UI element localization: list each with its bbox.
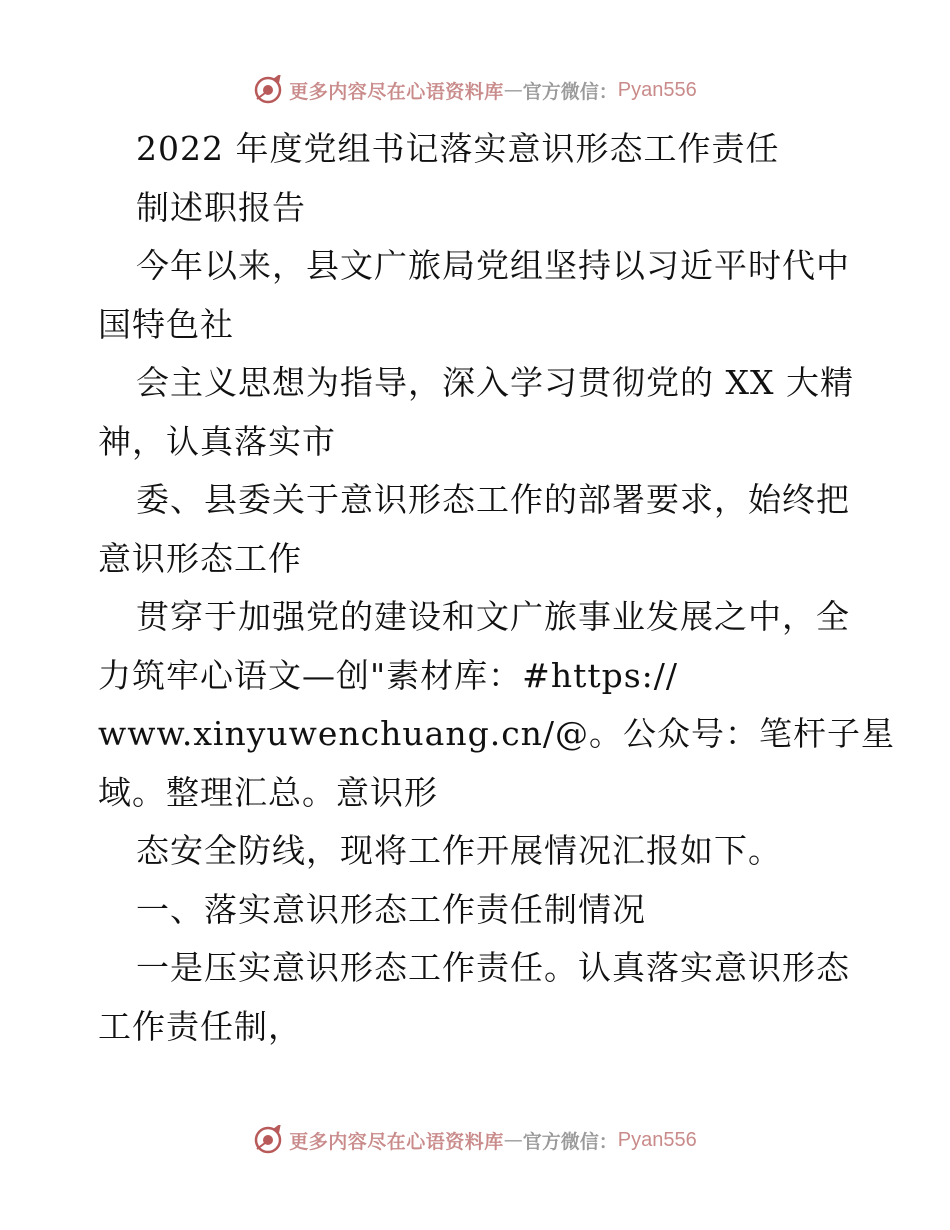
paragraph-line: 会主义思想为指导，深入学习贯彻党的 XX 大精	[136, 363, 854, 402]
section-heading: 一、落实意识形态工作责任制情况	[136, 889, 646, 929]
header-separator: —	[503, 79, 523, 101]
header-wechat-id: Pyan556	[617, 78, 697, 101]
paragraph-line: 意识形态工作	[98, 538, 302, 578]
footer-watermark	[0, 1120, 950, 1160]
pen-circle-logo-icon	[253, 1125, 283, 1155]
paragraph-line: 委、县委关于意识形态工作的部署要求，始终把	[136, 480, 850, 519]
header-official-label: 官方微信：	[522, 80, 618, 103]
paragraph-line: 力筑牢心语文—创"素材库：#https://	[98, 655, 679, 695]
document-body	[98, 120, 896, 1056]
paragraph-line: 国特色社	[98, 304, 234, 344]
footer-official-label: 官方微信：	[522, 1130, 618, 1153]
header-watermark	[0, 70, 950, 110]
pen-circle-logo-icon	[253, 75, 283, 105]
title-line-2: 制述职报告	[136, 187, 306, 227]
paragraph-line: 域。整理汇总。意识形	[98, 772, 438, 812]
footer-wechat-id: Pyan556	[617, 1128, 697, 1151]
paragraph-line: www.xinyuwenchuang.cn/@。公众号：笔杆子星	[98, 714, 896, 753]
paragraph-line: 态安全防线，现将工作开展情况汇报如下。	[136, 831, 782, 870]
paragraph-line: 贯穿于加强党的建设和文广旅事业发展之中，全	[136, 597, 850, 636]
title-line-1: 2022 年度党组书记落实意识形态工作责任	[136, 129, 780, 168]
paragraph-line: 工作责任制，	[98, 1006, 302, 1046]
footer-separator: —	[503, 1129, 523, 1151]
paragraph-line: 一是压实意识形态工作责任。认真落实意识形态	[136, 948, 850, 987]
paragraph-line: 今年以来，县文广旅局党组坚持以习近平时代中	[136, 246, 850, 285]
footer-brand-text: 更多内容尽在心语资料库	[289, 1130, 504, 1153]
header-brand-text: 更多内容尽在心语资料库	[289, 80, 504, 103]
paragraph-line: 神，认真落实市	[98, 421, 336, 461]
